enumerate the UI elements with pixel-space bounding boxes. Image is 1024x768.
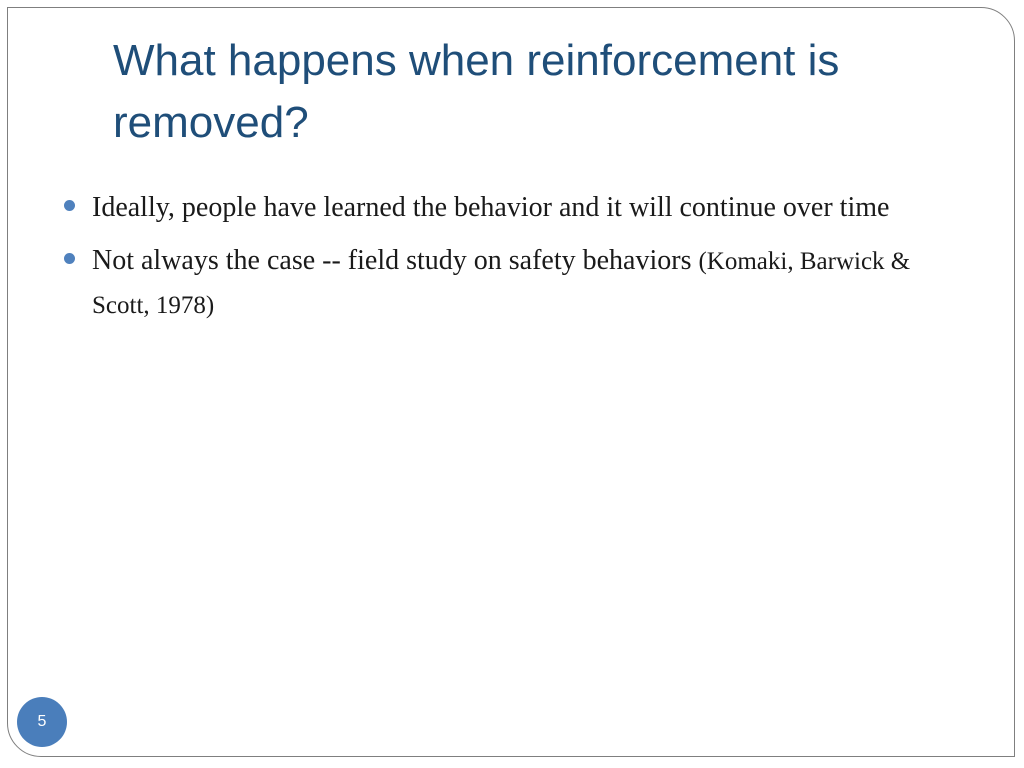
bullet-item xyxy=(64,239,944,327)
page-number-badge: 5 xyxy=(17,697,67,747)
bullet-dot-icon xyxy=(64,253,75,264)
bullet-list xyxy=(64,186,944,337)
bullet-item xyxy=(64,186,944,229)
bullet-dot-icon xyxy=(64,200,75,211)
slide-title: What happens when reinforcement is removed? xyxy=(113,36,840,147)
bullet-text: Ideally, people have learned the behavior and it will continue over time xyxy=(92,192,890,223)
bullet-citation: (Komaki, Barwick & Scott, 1978) xyxy=(92,248,911,319)
bullet-text: Not always the case -- field study on safety behaviors xyxy=(92,245,699,276)
